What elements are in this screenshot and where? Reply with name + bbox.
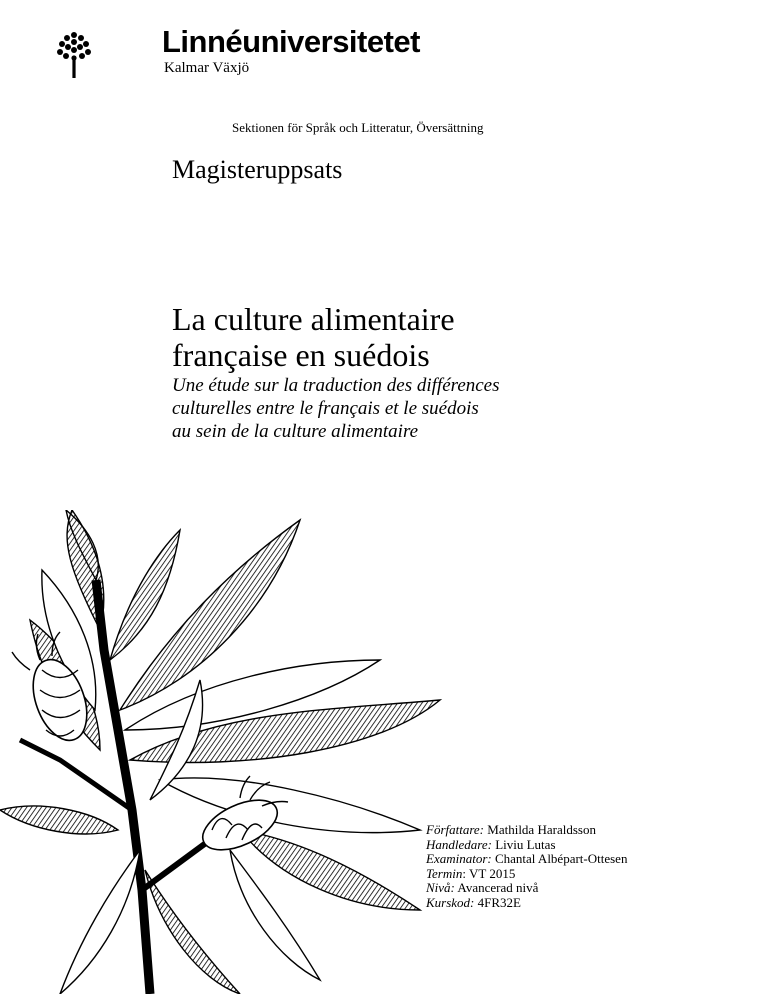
meta-level [426,881,627,896]
meta-supervisor [426,838,627,853]
meta-label: Nivå: [426,880,455,895]
meta-value: Chantal Albépart-Ottesen [491,851,628,866]
thesis-metadata [426,823,627,910]
university-logo-text: Linnéuniversitetet [162,24,420,59]
thesis-title [172,301,692,373]
tree-logo-icon [54,30,94,78]
title-line-1: La culture alimentaire [172,301,455,337]
department-line: Sektionen för Språk och Litteratur, Översättning [232,120,484,135]
meta-term [426,867,627,882]
meta-label: Kurskod: [426,894,475,910]
meta-value: Liviu Lutas [491,836,556,852]
meta-author [426,823,627,838]
university-campuses: Kalmar Växjö [164,60,250,76]
subtitle-line-1: Une étude sur la traduction des différences [172,375,500,396]
meta-label: Termin [426,865,463,881]
meta-label: Handledare: [426,836,492,852]
thesis-subtitle [172,374,732,443]
meta-value: Mathilda Haraldsson [484,822,596,837]
meta-label: Författare: [426,822,485,837]
title-line-2: française en suédois [172,337,430,373]
meta-value: Avancerad nivå [454,880,539,895]
meta-value: 4FR32E [474,894,521,910]
subtitle-line-2: culturelles entre le français et le suédois [172,398,479,419]
plant-engraving-illustration [0,510,470,994]
meta-label: Examinator: [426,851,492,866]
meta-course-code [426,896,627,911]
meta-examiner [426,852,627,867]
document-type: Magisteruppsats [172,155,343,184]
subtitle-line-3: au sein de la culture alimentaire [172,421,419,442]
meta-value: : VT 2015 [462,865,516,881]
